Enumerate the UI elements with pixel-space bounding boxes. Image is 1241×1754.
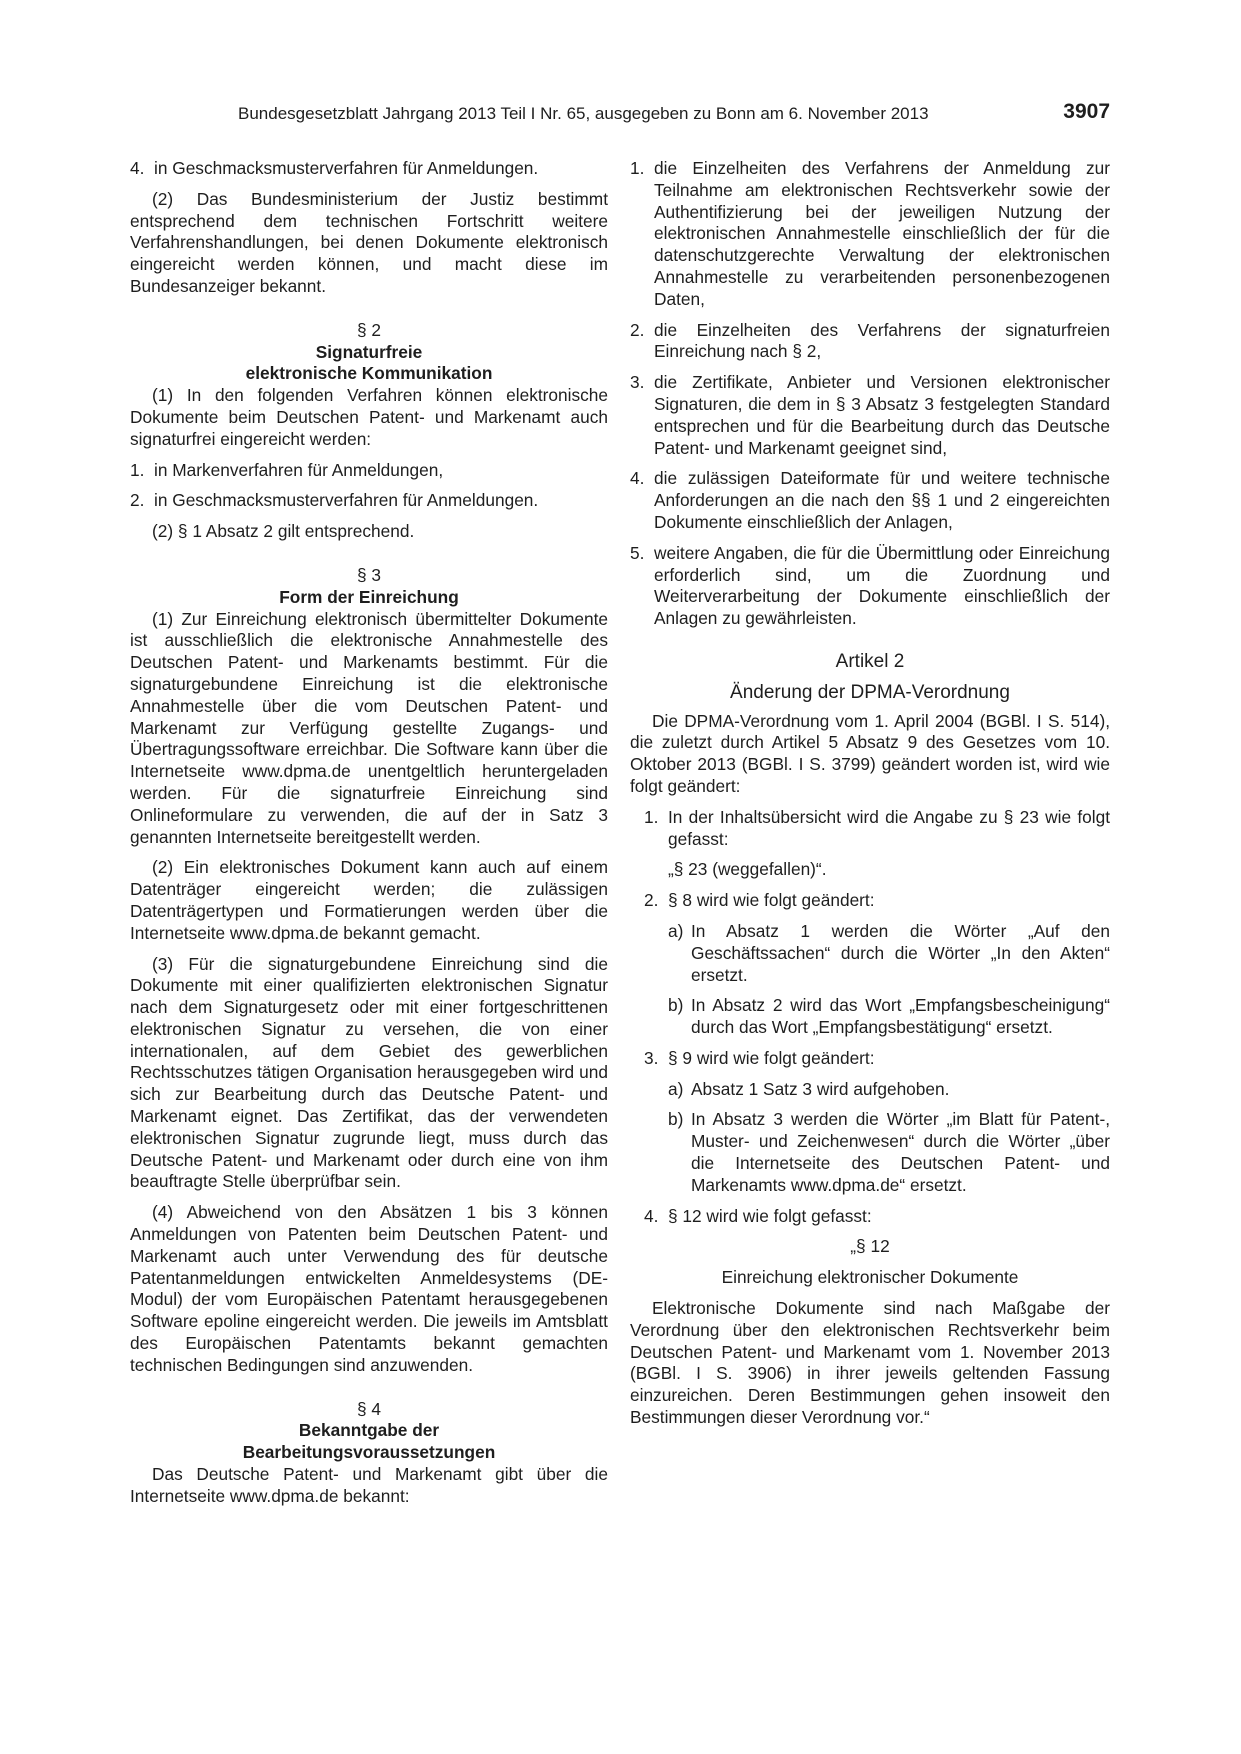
left-column (130, 158, 608, 1508)
quoted-paragraph: Elektronische Dokumente sind nach Maßgabe der Verordnung über den elektronischen Rechtsverkehr beim Deutschen Patent- und Markenamt vom 1. November 2013 (BGBl. I S. 3906) in ihrer jeweils geltenden Fassung einzureichen. Deren Bestimmungen gehen insoweit den Bestimmungen dieser Verordnung vor.“ (630, 1298, 1110, 1428)
quoted-section-number: „§ 12 (850, 1236, 890, 1257)
list-text: die Einzelheiten des Verfahrens der signaturfreien Einreichung nach § 2, (654, 319, 1110, 362)
list-number: 1. (644, 806, 659, 827)
quoted-section-heading: Einreichung elektronischer Dokumente (721, 1267, 1019, 1288)
list-number: 4. (644, 1205, 659, 1226)
list-text: In der Inhaltsübersicht wird die Angabe zu § 23 wie folgt gefasst: (668, 806, 1110, 849)
list-number: 2. (644, 890, 659, 911)
sub-item (668, 1109, 1110, 1196)
right-column (630, 158, 1110, 1429)
list-number: 2. (130, 490, 145, 511)
list-item (630, 158, 1110, 311)
sub-item-text: Absatz 1 Satz 3 wird aufgehoben. (691, 1078, 950, 1099)
quoted-text: „§ 23 (weggefallen)“. (668, 859, 827, 880)
paragraph: (2) Ein elektronisches Dokument kann auch auf einem Datenträger eingereicht werden; die zulässigen Datenträgertypen und Formatierungen werden über die Internetseite www.dpma.de bekannt gemacht. (130, 857, 608, 943)
sub-item-letter: a) (668, 1078, 684, 1099)
list-item (644, 1048, 1110, 1070)
paragraph: (2) Das Bundesministerium der Justiz bestimmt entsprechend dem technischen Fortschritt weitere Verfahrenshandlungen, bei denen Dokumente elektronisch eingereicht werden können, und macht diese im Bundesanzeiger bekannt. (130, 188, 608, 296)
sub-item-letter: b) (668, 995, 684, 1016)
paragraph: (3) Für die signaturgebundene Einreichung sind die Dokumente mit einer qualifizierten elektronischen Signatur nach dem Signaturgesetz oder mit einer fortgeschrittenen elektronischen Signatur zu versehen, die von einer internationalen, auf dem Gebiet des gewerblichen Rechtsschutzes tätigen Organisation herausgegeben wird und sich zur Bearbeitung durch das Deutsche Patent- und Markenamt eignet. Das Zertifikat, das der verwendeten elektronischen Signatur zugrunde liegt, muss durch das Deutsche Patent- und Markenamt oder durch eine von ihm beauftragte Stelle überprüfbar sein. (130, 953, 608, 1192)
list-number: 4. (130, 158, 145, 178)
article-heading: Änderung der DPMA-Verordnung (730, 681, 1010, 703)
sub-item-text: In Absatz 2 wird das Wort „Empfangsbescheinigung“ durch das Wort „Empfangsbestätigung“ ersetzt. (691, 995, 1110, 1038)
sub-item-text: In Absatz 1 werden die Wörter „Auf den Geschäftssachen“ durch die Wörter „In den Akten“ ersetzt. (691, 920, 1110, 985)
paragraph: (4) Abweichend von den Absätzen 1 bis 3 können Anmeldungen von Patenten beim Deutschen Patent- und Markenamt auch unter Verwendung des für deutsche Patentanmeldungen entwickelten Anmeldesystems (DE-Modul) der vom Europäischen Patentamt herausgegebenen Software epoline eingereicht werden. Die jeweils im Amtsblatt des Europäischen Patentamts bekannt gemachten technischen Bedingungen sind anzuwenden. (130, 1202, 608, 1375)
list-item (630, 468, 1110, 533)
list-item (630, 543, 1110, 630)
section-heading: Form der Einreichung (279, 586, 459, 607)
paragraph: Das Deutsche Patent- und Markenamt gibt über die Internetseite www.dpma.de bekannt: (130, 1464, 608, 1506)
list-number: 1. (130, 459, 145, 480)
article-title: Artikel 2 (835, 650, 905, 672)
list-text: § 9 wird wie folgt geändert: (668, 1047, 875, 1068)
sub-item (668, 921, 1110, 986)
section-number: § 3 (356, 564, 382, 585)
paragraph: (2) § 1 Absatz 2 gilt entsprechend. (152, 521, 415, 542)
list-item (130, 158, 608, 180)
list-item (644, 1206, 1110, 1228)
list-item (630, 372, 1110, 459)
section-heading-line1: Bekanntgabe der (298, 1420, 440, 1441)
section-number: § 2 (356, 319, 382, 340)
list-text: die zulässigen Dateiformate für und weitere technische Anforderungen an die nach den §§ 1 und 2 eingereichten Dokumente einschließlich der Anlagen, (654, 468, 1110, 532)
list-text: die Zertifikate, Anbieter und Versionen elektronischer Signaturen, die dem in § 3 Absatz 3 festgelegten Standard entsprechen und für die Bearbeitung durch das Deutsche Patent- und Markenamt geeignet sind, (654, 372, 1110, 458)
list-number: 1. (630, 158, 645, 178)
list-item (130, 490, 608, 512)
header-line: Bundesgesetzblatt Jahrgang 2013 Teil I Nr. 65, ausgegeben zu Bonn am 6. November 2013 (238, 104, 929, 123)
section-heading-line2: elektronische Kommunikation (245, 363, 493, 384)
list-item (644, 890, 1110, 912)
list-text: in Markenverfahren für Anmeldungen, (154, 459, 444, 480)
sub-item (668, 995, 1110, 1039)
list-item (644, 807, 1110, 851)
list-text: in Geschmacksmusterverfahren für Anmeldungen. (154, 490, 539, 511)
list-text: weitere Angaben, die für die Übermittlung oder Einreichung erforderlich sind, um die Zuordnung und Weiterverarbeitung der Dokumente einschließlich der Anlagen zu gewährleisten. (654, 542, 1110, 629)
list-text: § 12 wird wie folgt gefasst: (668, 1205, 872, 1226)
list-text: in Geschmacksmusterverfahren für Anmeldungen. (154, 158, 539, 178)
page-header (238, 100, 1110, 126)
list-number: 5. (630, 542, 645, 563)
list-item (630, 320, 1110, 364)
paragraph: (1) In den folgenden Verfahren können elektronische Dokumente beim Deutschen Patent- und Markenamt auch signaturfrei eingereicht werden: (130, 385, 608, 449)
sub-item-letter: b) (668, 1109, 684, 1130)
section-heading-line2: Bearbeitungsvoraussetzungen (242, 1442, 496, 1463)
paragraph: Die DPMA-Verordnung vom 1. April 2004 (BGBl. I S. 514), die zuletzt durch Artikel 5 Absatz 9 des Gesetzes vom 10. Oktober 2013 (BGBl. I S. 3799) geändert worden ist, wird wie folgt geändert: (630, 710, 1110, 796)
list-number: 2. (630, 319, 645, 340)
list-text: die Einzelheiten des Verfahrens der Anmeldung zur Teilnahme am elektronischen Rechtsverkehr sowie der Authentifizierung bei der jeweiligen Nutzung der elektronischen Annahmestelle einschließlich der für die datenschutzgerechte Verwaltung der elektronischen Annahmestelle zu verarbeitenden personenbezogenen Daten, (654, 158, 1110, 309)
list-number: 3. (644, 1047, 659, 1068)
sub-item-letter: a) (668, 920, 684, 941)
list-item (130, 460, 608, 482)
list-text: § 8 wird wie folgt geändert: (668, 890, 875, 911)
sub-item-text: In Absatz 3 werden die Wörter „im Blatt für Patent-, Muster- und Zeichenwesen“ durch die Wörter „über die Internetseite des Deutschen Patent- und Markenamts www.dpma.de“ ersetzt. (691, 1109, 1110, 1195)
list-number: 4. (630, 468, 645, 489)
sub-item (668, 1079, 1110, 1101)
paragraph: (1) Zur Einreichung elektronisch übermittelter Dokumente ist ausschließlich die elektronische Annahmestelle des Deutschen Patent- und Markenamts bestimmt. Für die signaturgebundene Einreichung ist die elektronische Annahmestelle über die vom Deutschen Patent- und Markenamt zur Verfügung gestellte Zugangs- und Übertragungssoftware erreichbar. Die Software kann über die Internetseite www.dpma.de unentgeltlich heruntergeladen werden. Für die signaturfreie Einreichung sind Onlineformulare zu verwenden, die auf der in Satz 3 genannten Internetseite bereitgestellt werden. (130, 608, 608, 847)
page-number: 3907 (1063, 100, 1110, 123)
list-number: 3. (630, 372, 645, 393)
section-number: § 4 (356, 1398, 382, 1419)
section-heading-line1: Signaturfreie (315, 341, 423, 362)
